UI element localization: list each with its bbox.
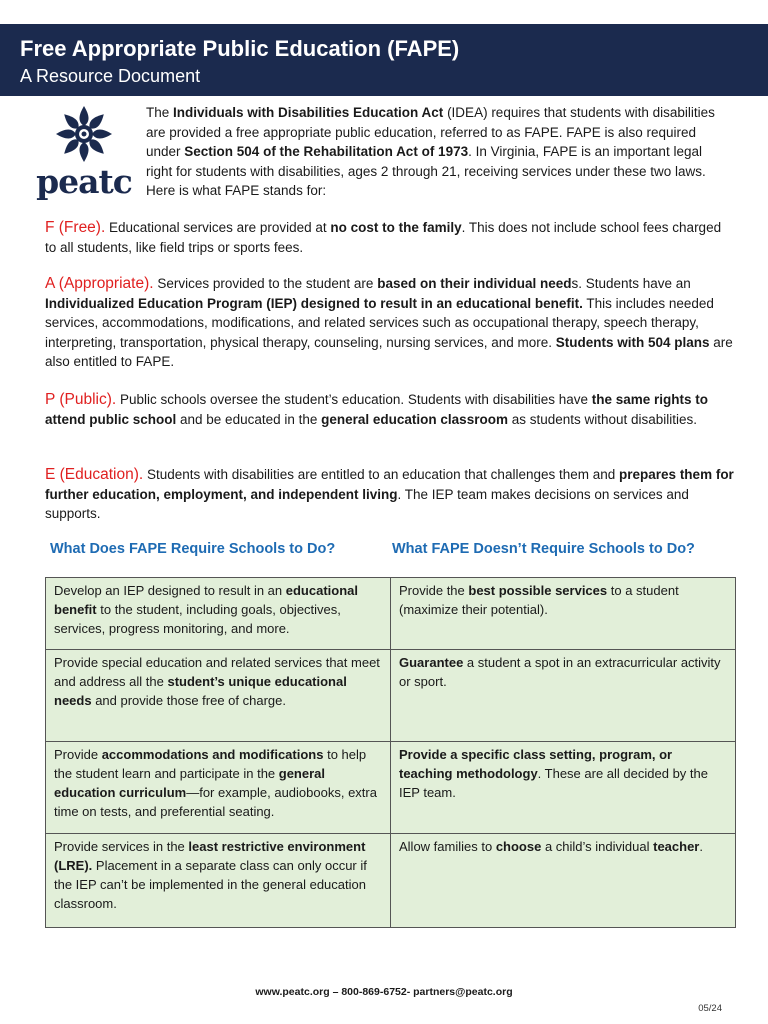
public-letter: P (Public).	[45, 391, 117, 408]
logo-wordmark: peatc	[36, 162, 132, 201]
table-row	[46, 578, 736, 650]
public-section: P (Public). Public schools oversee the student’s education. Students with disabilities have the same rights to attend public school and be educated in the general education classroom as students without disabilities.	[45, 391, 709, 427]
appropriate-section: A (Appropriate). Services provided to the student are based on their individual needs. Students have an Individualized Education Program (IEP) designed to result in an educational benefit. This includes needed services, accommodations, modifications, and related services such as occupational therapy, speech therapy, interpreting, transportation, physical therapy, counseling, nursing services, and more. Students with 504 plans are also entitled to FAPE.	[45, 275, 733, 369]
fape-comparison-table	[45, 577, 736, 928]
intro-paragraph: The Individuals with Disabilities Education Act (IDEA) requires that students with disabilities are provided a free appropriate public education, referred to as FAPE. FAPE is also required under Section 504 of the Rehabilitation Act of 1973. In Virginia, FAPE is an important legal right for students with disabilities, ages 2 through 21, receiving services under these two laws. Here is what FAPE stands for:	[146, 105, 715, 198]
education-section: E (Education). Students with disabilities are entitled to an education that challenges them and prepares them for further education, employment, and independent living. The IEP team makes decisions on services and supports.	[45, 466, 734, 521]
requires-heading: What Does FAPE Require Schools to Do?	[50, 541, 336, 557]
not-requires-cell: Provide a specific class setting, program, or teaching methodology. These are all decided by the IEP team.	[391, 742, 736, 834]
page-subtitle: A Resource Document	[20, 66, 201, 86]
table-row	[46, 742, 736, 834]
requires-cell: Provide services in the least restrictive environment (LRE). Placement in a separate class can only occur if the IEP can’t be implemented in the general education classroom.	[46, 834, 391, 928]
document-date: 05/24	[698, 1003, 722, 1014]
header-banner	[0, 24, 768, 96]
requires-cell: Provide special education and related services that meet and address all the student’s unique educational needs and provide those free of charge.	[46, 650, 391, 742]
table-row	[46, 834, 736, 928]
not-requires-cell: Provide the best possible services to a student (maximize their potential).	[391, 578, 736, 650]
appropriate-letter: A (Appropriate).	[45, 275, 154, 292]
not-requires-cell: Allow families to choose a child’s individual teacher.	[391, 834, 736, 928]
requires-cell: Provide accommodations and modifications to help the student learn and participate in the general education curriculum—for example, audiobooks, extra time on tests, and preferential seating.	[46, 742, 391, 834]
footer-contact: www.peatc.org – 800-869-6752- partners@peatc.org	[255, 986, 513, 998]
not-requires-cell: Guarantee a student a spot in an extracurricular activity or sport.	[391, 650, 736, 742]
requires-cell: Develop an IEP designed to result in an educational benefit to the student, including goals, objectives, services, progress monitoring, and more.	[46, 578, 391, 650]
peatc-logo	[36, 104, 132, 204]
table-row	[46, 650, 736, 742]
page-title: Free Appropriate Public Education (FAPE)	[20, 36, 460, 61]
free-section: F (Free). Educational services are provided at no cost to the family. This does not include school fees charged to all students, like field trips or sports fees.	[45, 219, 722, 255]
star-burst-icon	[36, 104, 132, 164]
education-letter: E (Education).	[45, 466, 144, 483]
free-letter: F (Free).	[45, 219, 106, 236]
not-requires-heading: What FAPE Doesn’t Require Schools to Do?	[392, 541, 695, 557]
